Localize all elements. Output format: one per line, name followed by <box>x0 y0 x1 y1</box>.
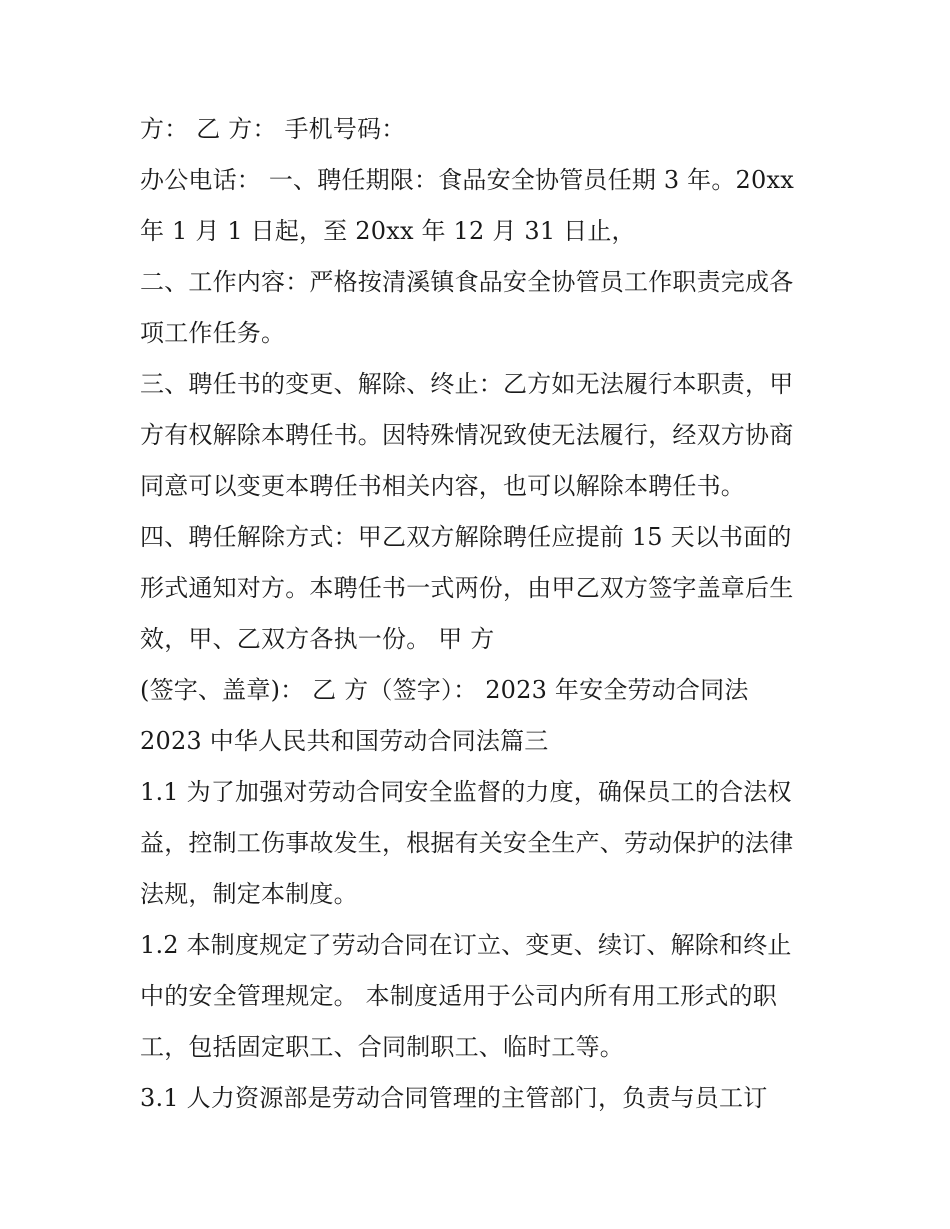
text-line: 二、工作内容：严格按清溪镇食品安全协管员工作职责完成各 <box>140 268 794 296</box>
text-line: 3.1 人力资源部是劳动合同管理的主管部门，负责与员工订 <box>140 1084 768 1112</box>
text-line: 形式通知对方。本聘任书一式两份，由甲乙双方签字盖章后生 <box>140 574 794 602</box>
text-line: (签字、盖章)： 乙 方（签字）： 2023 年安全劳动合同法 <box>140 676 749 704</box>
text-line: 方： 乙 方： 手机号码： <box>140 115 406 143</box>
text-line: 同意可以变更本聘任书相关内容，也可以解除本聘任书。 <box>140 472 745 500</box>
text-line: 办公电话： 一、聘任期限：食品安全协管员任期 3 年。20xx <box>140 166 794 194</box>
text-line: 年 1 月 1 日起，至 20xx 年 12 月 31 日止， <box>140 217 636 245</box>
text-line: 益，控制工伤事故发生，根据有关安全生产、劳动保护的法律 <box>140 829 794 857</box>
section-heading: 2023 中华人民共和国劳动合同法篇三 <box>140 727 549 755</box>
text-line: 三、聘任书的变更、解除、终止：乙方如无法履行本职责，甲 <box>140 370 794 398</box>
text-line: 法规，制定本制度。 <box>140 880 358 908</box>
text-line: 项工作任务。 <box>140 319 286 347</box>
text-line: 1.1 为了加强对劳动合同安全监督的力度，确保员工的合法权 <box>140 778 792 806</box>
text-line: 1.2 本制度规定了劳动合同在订立、变更、续订、解除和终止 <box>140 931 792 959</box>
text-line: 方有权解除本聘任书。因特殊情况致使无法履行，经双方协商 <box>140 421 794 449</box>
document-body <box>140 104 830 1124</box>
text-line: 中的安全管理规定。 本制度适用于公司内所有用工形式的职 <box>140 982 778 1010</box>
text-line: 工，包括固定职工、合同制职工、临时工等。 <box>140 1033 624 1061</box>
text-line: 效，甲、乙双方各执一份。 甲 方 <box>140 625 495 653</box>
text-line: 四、聘任解除方式：甲乙双方解除聘任应提前 15 天以书面的 <box>140 523 792 551</box>
